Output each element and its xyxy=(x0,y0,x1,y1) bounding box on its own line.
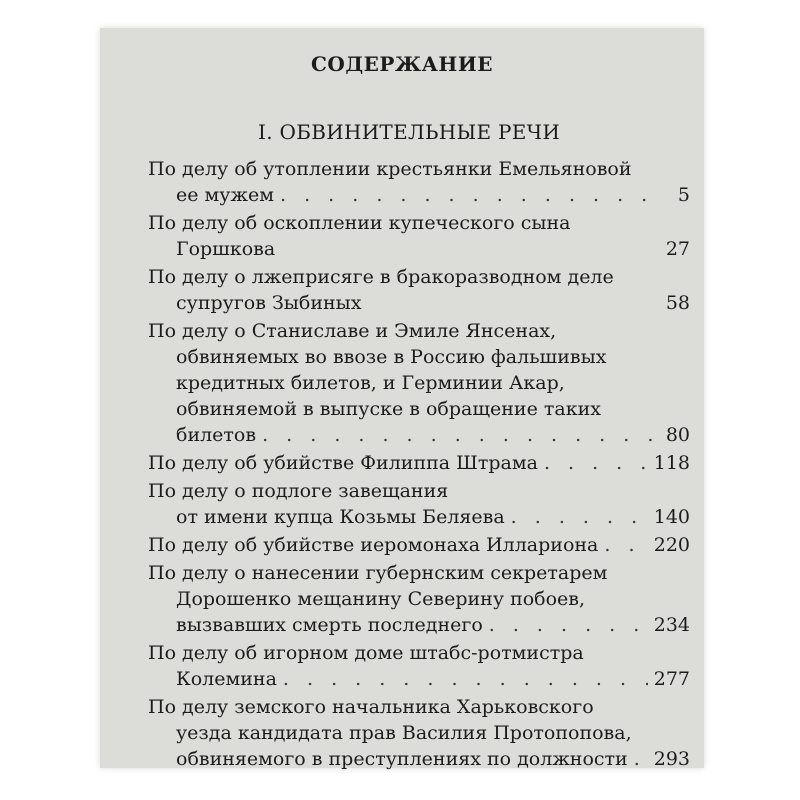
toc-entry-title-line: По делу об оскоплении купеческого сына xyxy=(148,212,571,234)
dot-leader xyxy=(634,746,648,772)
page-number: 5 xyxy=(677,184,690,206)
toc-entry-final-line xyxy=(148,422,690,448)
toc-entry xyxy=(148,694,690,772)
toc-entry xyxy=(148,450,690,476)
dot-leader xyxy=(489,612,648,638)
page-number: 27 xyxy=(665,238,690,260)
toc-entry-continuation-line: кредитных билетов, и Герминии Акар, xyxy=(176,372,565,394)
toc-entry-title-line: По делу земского начальника Харьковского xyxy=(148,696,594,718)
page-number: 293 xyxy=(653,748,690,770)
toc-entry-continuation-line: обвиняемых во ввозе в Россию фальшивых xyxy=(176,346,607,368)
toc-entry-final-line xyxy=(148,236,690,262)
toc-entry-text: По делу об убийстве иеромонаха Иллариона xyxy=(148,534,599,556)
contents-heading: СОДЕРЖАНИЕ xyxy=(311,52,493,76)
page-number: 234 xyxy=(653,614,690,636)
toc-entry-text: вызвавших смерть последнего xyxy=(176,614,483,636)
toc-entry-final-line xyxy=(148,450,690,476)
dot-leader xyxy=(544,450,648,476)
toc-entry-text: от имени купца Козьмы Беляева xyxy=(176,506,505,528)
toc-entry-title-line: По делу об утоплении крестьянки Емельяновой xyxy=(148,158,632,180)
toc-entry-text: Колемина xyxy=(176,668,277,690)
dot-leader xyxy=(283,666,648,692)
toc-entry-final-line xyxy=(148,612,690,638)
toc-entry xyxy=(148,210,690,262)
table-of-contents xyxy=(148,156,690,774)
toc-entry-final-line xyxy=(148,746,690,772)
toc-entry-text: обвиняемого в преступлениях по должности xyxy=(176,748,628,770)
page-number: 58 xyxy=(665,292,690,314)
toc-entry-continuation-line: Дорошенко мещанину Северину побоев, xyxy=(176,588,586,610)
page-number: 220 xyxy=(653,534,690,556)
page-number: 80 xyxy=(665,424,690,446)
toc-entry xyxy=(148,478,690,530)
toc-entry-final-line xyxy=(148,666,690,692)
toc-entry xyxy=(148,640,690,692)
toc-entry-title-line: По делу о подлоге завещания xyxy=(148,480,449,502)
toc-entry-continuation-line: обвиняемой в выпуске в обращение таких xyxy=(176,398,601,420)
toc-entry-title-line: По делу о лжеприсяге в бракоразводном деле xyxy=(148,266,614,288)
toc-entry-text: По делу об убийстве Филиппа Штрама xyxy=(148,452,538,474)
toc-entry-text: Горшкова xyxy=(176,238,276,260)
dot-leader xyxy=(262,422,660,448)
page-number: 140 xyxy=(653,506,690,528)
toc-entry xyxy=(148,560,690,638)
dot-leader xyxy=(511,504,648,530)
page-number: 277 xyxy=(653,668,690,690)
dot-leader xyxy=(280,182,660,208)
toc-entry-final-line xyxy=(148,182,690,208)
book-page xyxy=(100,28,704,768)
toc-entry xyxy=(148,532,690,558)
toc-entry-final-line xyxy=(148,532,690,558)
section-title: I. ОБВИНИТЕЛЬНЫЕ РЕЧИ xyxy=(258,120,561,144)
toc-entry-text: билетов xyxy=(176,424,257,446)
toc-entry-continuation-line: уезда кандидата прав Василия Протопопова, xyxy=(176,722,632,744)
toc-entry xyxy=(148,156,690,208)
toc-entry xyxy=(148,264,690,316)
page-number: 118 xyxy=(653,452,690,474)
toc-entry-title-line: По делу о Станиславе и Эмиле Янсенах, xyxy=(148,320,557,342)
toc-entry-final-line xyxy=(148,504,690,530)
toc-entry xyxy=(148,318,690,448)
toc-entry-text: супругов Зыбиных xyxy=(176,292,362,314)
toc-entry-text: ее мужем xyxy=(176,184,274,206)
toc-entry-title-line: По делу об игорном доме штабс-ротмистра xyxy=(148,642,584,664)
dot-leader xyxy=(604,532,647,558)
toc-entry-title-line: По делу о нанесении губернским секретарем xyxy=(148,562,608,584)
toc-entry-final-line xyxy=(148,290,690,316)
